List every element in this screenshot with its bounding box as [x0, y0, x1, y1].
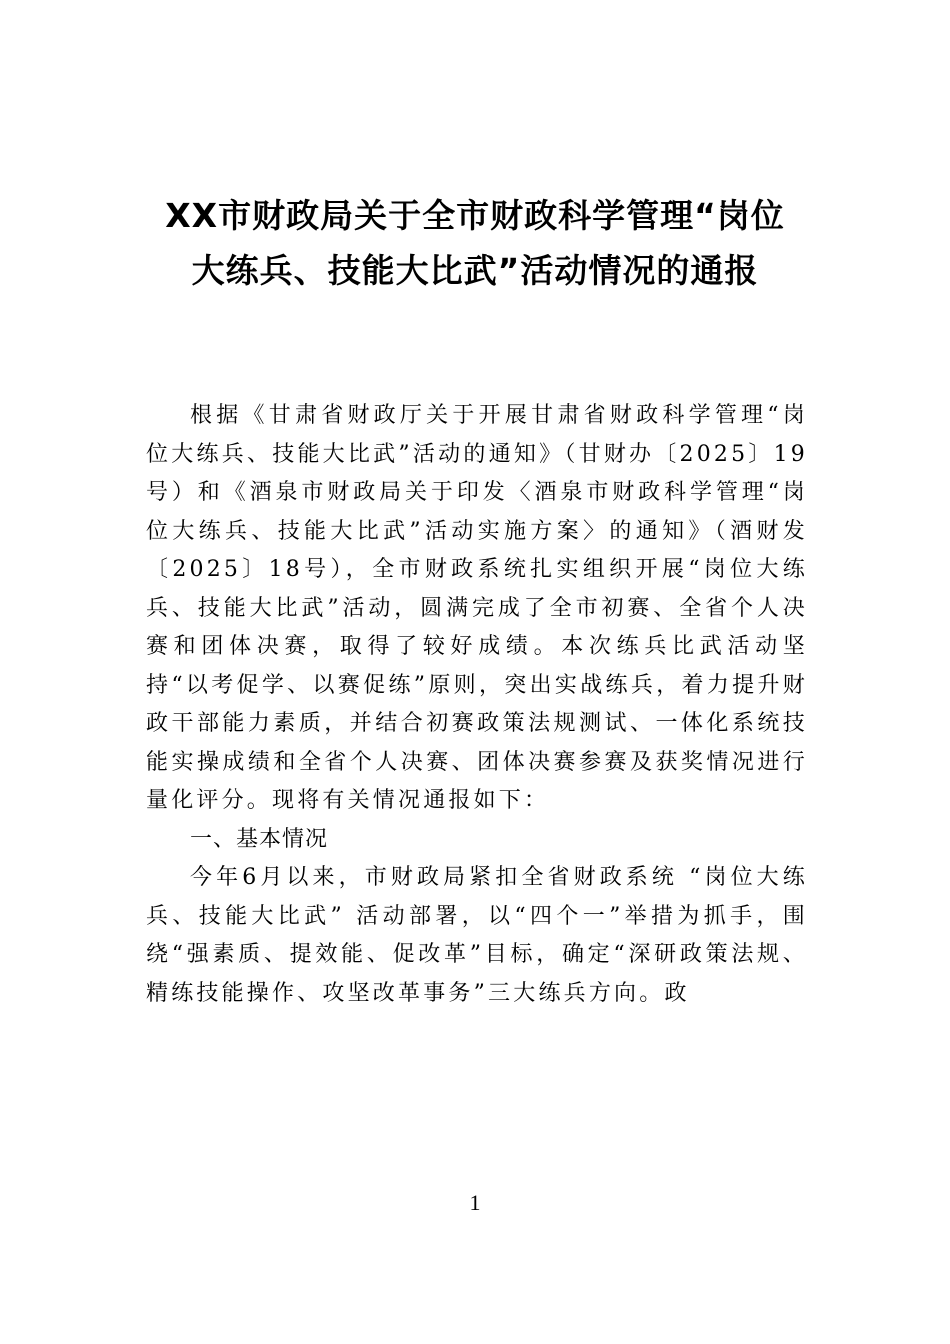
section-heading: 一、基本情况	[190, 826, 329, 852]
document-body	[146, 397, 808, 1013]
document-title	[110, 188, 840, 298]
section-paragraph: 今年6月以来，市财政局紧扣全省财政系统 “岗位大练兵、技能大比武” 活动部署，以“四个一”举措为抓手，围绕“强素质、提效能、促改革”目标，确定“深研政策法规、精练技能操作、攻坚改革事务”三大练兵方向。政	[146, 865, 808, 1006]
title-line-1: XX市财政局关于全市财政科学管理“岗位	[165, 196, 785, 236]
title-line-2: 大练兵、技能大比武”活动情况的通报	[191, 251, 759, 291]
intro-paragraph: 根据《甘肃省财政厅关于开展甘肃省财政科学管理“岗位大练兵、技能大比武”活动的通知》（甘财办〔2025〕19号）和《酒泉市财政局关于印发〈酒泉市财政科学管理“岗位大练兵、技能大比武”活动实施方案〉的通知》（酒财发〔2025〕18号），全市财政系统扎实组织开展“岗位大练兵、技能大比武”活动，圆满完成了全市初赛、全省个人决赛和团体决赛，取得了较好成绩。本次练兵比武活动坚持“以考促学、以赛促练”原则，突出实战练兵，着力提升财政干部能力素质，并结合初赛政策法规测试、一体化系统技能实操成绩和全省个人决赛、团体决赛参赛及获奖情况进行量化评分。现将有关情况通报如下：	[146, 403, 808, 813]
page-number: 1	[469, 1190, 481, 1215]
